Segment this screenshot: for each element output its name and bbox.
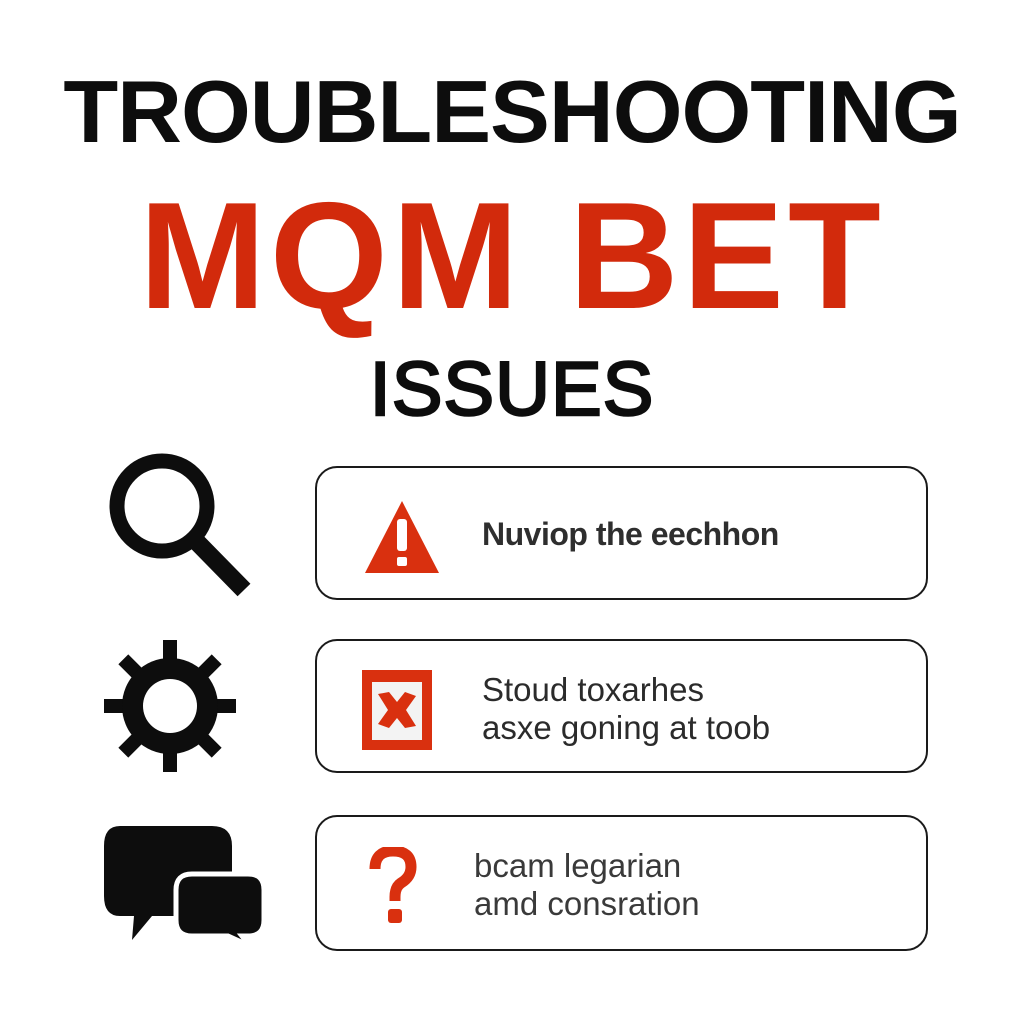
issue-card-1[interactable] bbox=[315, 466, 928, 600]
search-icon bbox=[100, 446, 260, 606]
issue-card-2[interactable] bbox=[315, 639, 928, 773]
issue-card-3[interactable] bbox=[315, 815, 928, 951]
question-mark-icon bbox=[369, 847, 417, 925]
issue-card-line: Stoud toxarhes bbox=[482, 671, 704, 708]
warning-triangle-icon bbox=[363, 499, 441, 575]
issue-card-text bbox=[482, 515, 779, 553]
issue-card-text bbox=[482, 671, 770, 747]
chat-bubbles-icon bbox=[100, 822, 268, 944]
gear-icon bbox=[96, 632, 244, 780]
issue-card-line: asxe goning at toob bbox=[482, 709, 771, 746]
title-line-issues: ISSUES bbox=[369, 347, 655, 432]
issue-card-line: amd consration bbox=[474, 885, 700, 922]
issue-card-text bbox=[474, 847, 700, 923]
issue-card-line: bcam legarian bbox=[474, 847, 682, 884]
title-line-troubleshooting: TROUBLESHOOTING bbox=[63, 62, 961, 161]
error-x-box-icon bbox=[362, 670, 432, 750]
title-line-brand: MQM BET bbox=[139, 171, 885, 341]
issue-card-line: Nuviop the eechhon bbox=[482, 516, 779, 552]
